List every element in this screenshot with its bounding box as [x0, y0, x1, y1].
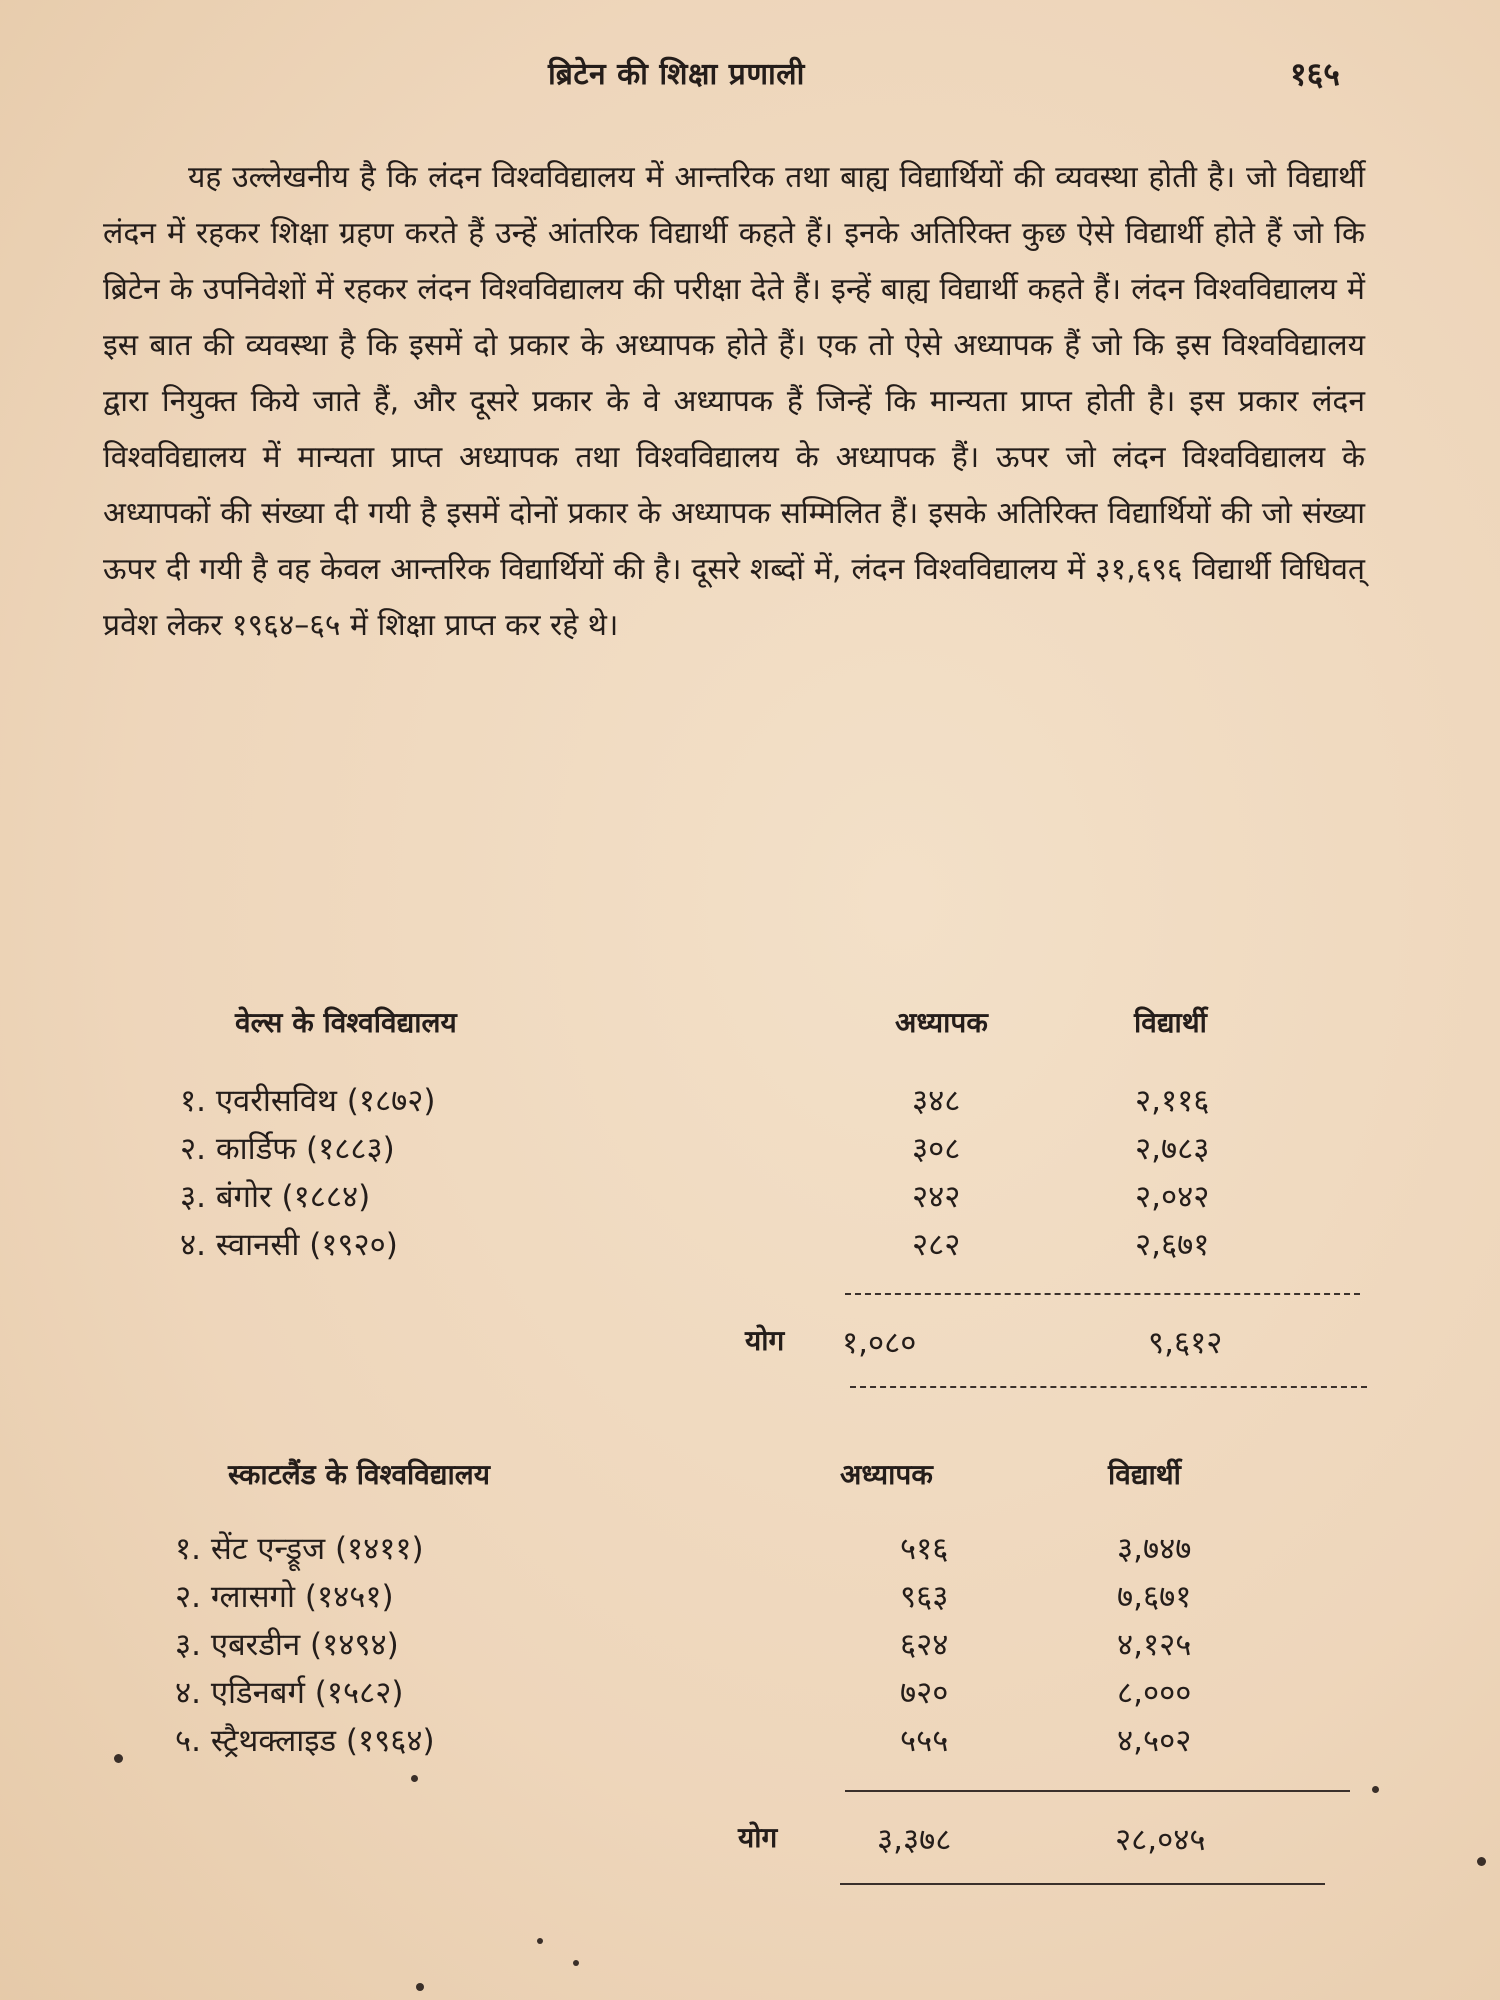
table-row: [0, 1671, 1500, 1713]
university-name: ३. एबरडीन (१४९४): [175, 1627, 399, 1663]
student-count: ८,०००: [1117, 1675, 1192, 1711]
scotland-col-students: विद्यार्थी: [1108, 1458, 1181, 1491]
table-row: [0, 1527, 1500, 1569]
paper-speck: [537, 1938, 543, 1944]
paper-speck: [411, 1775, 418, 1782]
total-teachers: ३,३७८: [877, 1822, 952, 1858]
table-divider: [845, 1790, 1350, 1792]
teacher-count: ३४८: [912, 1083, 961, 1119]
university-name: १. सेंट एन्ड्रूज (१४११): [175, 1531, 424, 1567]
wales-col-teachers: अध्यापक: [895, 1006, 988, 1039]
student-count: ७,६७१: [1117, 1579, 1192, 1615]
student-count: ३,७४७: [1117, 1531, 1192, 1567]
student-count: २,११६: [1135, 1083, 1210, 1119]
paper-speck: [1372, 1786, 1379, 1793]
wales-heading: वेल्स के विश्वविद्यालय: [235, 1006, 457, 1039]
student-count: ४,५०२: [1117, 1723, 1192, 1759]
table-divider: [840, 1883, 1325, 1885]
page-number: १६५: [1290, 55, 1340, 93]
paper-speck: [114, 1754, 123, 1763]
table-row: [0, 1127, 1500, 1169]
wales-col-students: विद्यार्थी: [1134, 1006, 1207, 1039]
university-name: १. एवरीसविथ (१८७२): [180, 1083, 436, 1119]
teacher-count: ५५५: [900, 1723, 949, 1759]
table-divider: [850, 1386, 1367, 1388]
university-name: २. कार्डिफ (१८८३): [180, 1131, 395, 1167]
running-head: [0, 52, 1500, 102]
student-count: २,०४२: [1135, 1179, 1210, 1215]
total-teachers: १,०८०: [842, 1325, 917, 1361]
student-count: २,६७१: [1135, 1227, 1210, 1263]
university-name: ४. एडिनबर्ग (१५८२): [175, 1675, 404, 1711]
paper-speck: [573, 1960, 579, 1966]
teacher-count: ३०८: [912, 1131, 961, 1167]
table-row: [0, 1175, 1500, 1217]
running-title: ब्रिटेन की शिक्षा प्रणाली: [548, 57, 805, 92]
student-count: २,७८३: [1135, 1131, 1210, 1167]
teacher-count: ५१६: [900, 1531, 949, 1567]
university-name: ३. बंगोर (१८८४): [180, 1179, 371, 1215]
table-divider: [845, 1293, 1360, 1295]
scotland-heading: स्काटलैंड के विश्वविद्यालय: [228, 1458, 490, 1491]
teacher-count: २८२: [912, 1227, 961, 1263]
university-name: ५. स्ट्रैथक्लाइड (१९६४): [175, 1723, 435, 1759]
table-row: [0, 1223, 1500, 1265]
teacher-count: ६२४: [900, 1627, 949, 1663]
paper-speck: [416, 1983, 424, 1991]
teacher-count: २४२: [912, 1179, 961, 1215]
total-students: २८,०४५: [1115, 1822, 1206, 1858]
total-students: ९,६१२: [1148, 1325, 1223, 1361]
university-name: २. ग्लासगो (१४५१): [175, 1579, 394, 1615]
teacher-count: ९६३: [900, 1579, 949, 1615]
scotland-col-teachers: अध्यापक: [840, 1458, 933, 1491]
table-row: [0, 1623, 1500, 1665]
total-row: [0, 1818, 1500, 1862]
table-row: [0, 1719, 1500, 1761]
total-label: योग: [745, 1324, 785, 1357]
student-count: ४,१२५: [1117, 1627, 1192, 1663]
teacher-count: ७२०: [900, 1675, 949, 1711]
total-row: [0, 1321, 1500, 1365]
table-row: [0, 1575, 1500, 1617]
body-paragraph: यह उल्लेखनीय है कि लंदन विश्वविद्यालय में आन्तरिक तथा बाह्य विद्यार्थियों की व्यवस्था होती है। जो विद्यार्थी लंदन में रहकर शिक्षा ग्रहण करते हैं उन्हें आंतरिक विद्यार्थी कहते हैं। इनके अतिरिक्त कुछ ऐसे विद्यार्थी होते हैं जो कि ब्रिटेन के उपनिवेशों में रहकर लंदन विश्वविद्यालय की परीक्षा देते हैं। इन्हें बाह्य विद्यार्थी कहते हैं। लंदन विश्वविद्यालय में इस बात की व्यवस्था है कि इसमें दो प्रकार के अध्यापक होते हैं। एक तो ऐसे अध्यापक हैं जो कि इस विश्वविद्यालय द्वारा नियुक्त किये जाते हैं, और दूसरे प्रकार के वे अध्यापक हैं जिन्हें कि मान्यता प्राप्त होती है। इस प्रकार लंदन विश्वविद्यालय में मान्यता प्राप्त अध्यापक तथा विश्वविद्यालय के अध्यापक हैं। ऊपर जो लंदन विश्वविद्यालय के अध्यापकों की संख्या दी गयी है इसमें दोनों प्रकार के अध्यापक सम्मिलित हैं। इसके अतिरिक्त विद्यार्थियों की जो संख्या ऊपर दी गयी है वह केवल आन्तरिक विद्यार्थियों की है। दूसरे शब्दों में, लंदन विश्वविद्यालय में ३१,६९६ विद्यार्थी विधिवत् प्रवेश लेकर १९६४–६५ में शिक्षा प्राप्त कर रहे थे।: [103, 160, 1365, 643]
table-row: [0, 1079, 1500, 1121]
total-label: योग: [738, 1821, 778, 1854]
university-name: ४. स्वानसी (१९२०): [180, 1227, 398, 1263]
paper-speck: [1477, 1857, 1486, 1866]
